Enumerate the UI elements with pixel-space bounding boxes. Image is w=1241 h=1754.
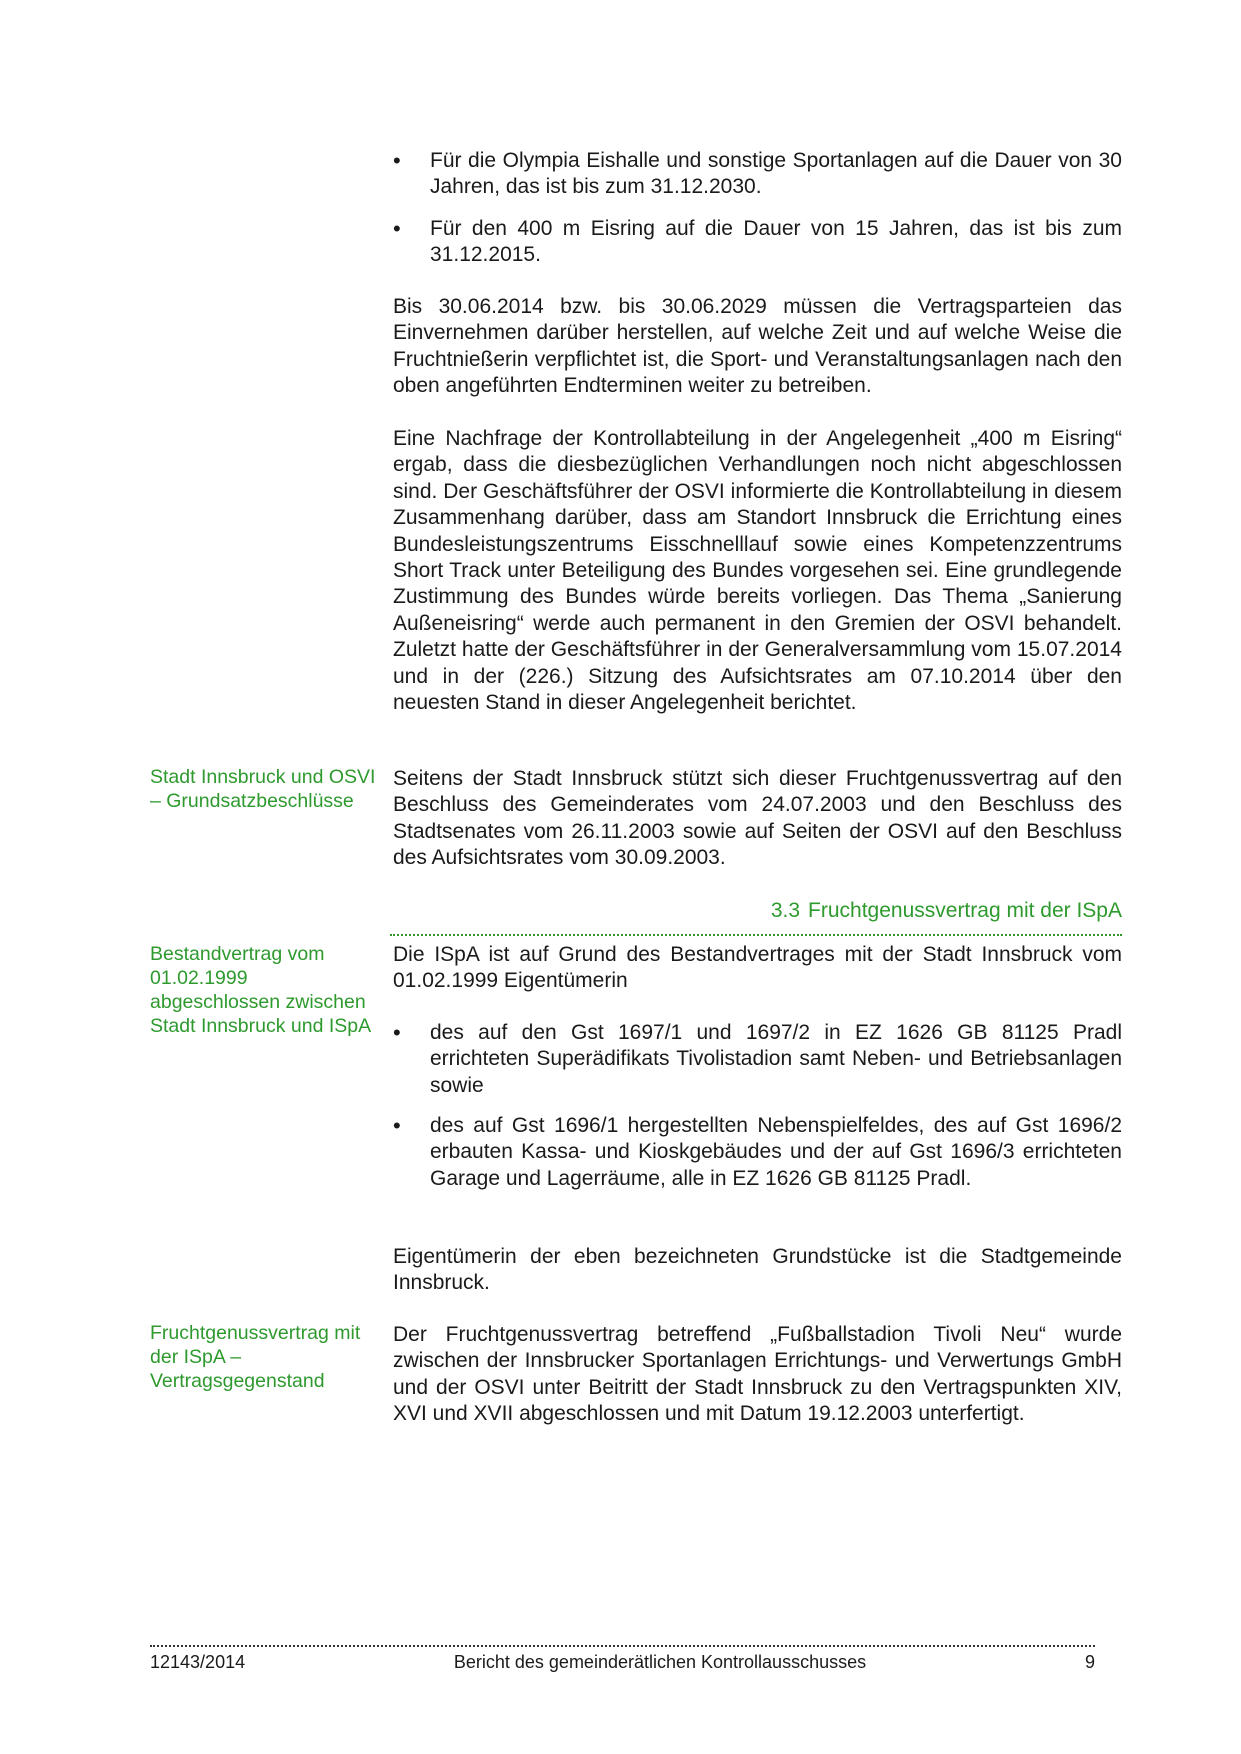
footer-divider [150, 1645, 1095, 1647]
bullet-icon: • [393, 1020, 401, 1045]
footer-page-number: 9 [1084, 1652, 1095, 1672]
paragraph-resolutions: Seitens der Stadt Innsbruck stützt sich dieser Fruchtgenussvertrag auf den Beschluss des Gemeinderates vom 24.07.2003 und den Beschluss des Stadtsenates vom 26.11.2003 sowie auf Seiten der OSVI auf den Beschluss des Aufsichtsrates vom 30.09.2003. [393, 767, 1122, 870]
margin-note-usufruct: Fruchtgenussvertrag mit der ISpA – Vertragsgegenstand [150, 1322, 361, 1392]
bullet-item-superaedifikat [393, 1020, 1122, 1099]
bullet-item-nebenspielfeld [393, 1113, 1122, 1192]
bullet-item-eisring [393, 216, 1122, 269]
section-divider [390, 934, 1122, 936]
bullet-text: Für den 400 m Eisring auf die Dauer von 15 Jahren, das ist bis zum 31.12.2015. [430, 217, 1122, 267]
bullet-text: des auf den Gst 1697/1 und 1697/2 in EZ 1626 GB 81125 Pradl errichteten Superädifikats Tivolistadion samt Neben- und Betriebsanlagen sowie [430, 1021, 1122, 1097]
margin-note-resolutions: Stadt Innsbruck und OSVI – Grundsatzbeschlüsse [150, 766, 376, 812]
bullet-icon: • [393, 216, 401, 241]
footer-title: Bericht des gemeinderätlichen Kontrollausschusses [453, 1652, 867, 1672]
section-title: Fruchtgenussvertrag mit der ISpA [808, 899, 1122, 922]
section-heading [700, 898, 1122, 924]
paragraph-contract: Der Fruchtgenussvertrag betreffend „Fußballstadion Tivoli Neu“ wurde zwischen der Innsbrucker Sportanlagen Errichtungs- und Verwertungs GmbH und der OSVI unter Beitritt der Stadt Innsbruck zu den Vertragspunkten XIV, XVI und XVII abgeschlossen und mit Datum 19.12.2003 unterfertigt. [393, 1323, 1122, 1426]
bullet-icon: • [393, 1113, 401, 1138]
section-number: 3.3 [770, 899, 801, 922]
paragraph-owner: Eigentümerin der eben bezeichneten Grundstücke ist die Stadtgemeinde Innsbruck. [393, 1245, 1122, 1295]
footer-doc-number: 12143/2014 [150, 1652, 246, 1672]
paragraph-deadline: Bis 30.06.2014 bzw. bis 30.06.2029 müssen die Vertragsparteien das Einvernehmen darüber herstellen, auf welche Zeit und auf welche Weise die Fruchtnießerin verpflichtet ist, die Sport- und Veranstaltungsanlagen nach den oben angeführten Endterminen weiter zu betreiben. [393, 295, 1122, 398]
bullet-icon: • [393, 148, 401, 173]
paragraph-ispa: Die ISpA ist auf Grund des Bestandvertrages mit der Stadt Innsbruck vom 01.02.1999 Eigentümerin [393, 943, 1122, 993]
bullet-text: Für die Olympia Eishalle und sonstige Sportanlagen auf die Dauer von 30 Jahren, das ist bis zum 31.12.2030. [430, 149, 1122, 199]
margin-note-lease: Bestandvertrag vom 01.02.1999 abgeschlossen zwischen Stadt Innsbruck und ISpA [150, 943, 372, 1037]
bullet-text: des auf Gst 1696/1 hergestellten Nebenspielfeldes, des auf Gst 1696/2 erbauten Kassa- und Kioskgebäudes und der auf Gst 1696/3 errichteten Garage und Lagerräume, alle in EZ 1626 GB 81125 Pradl. [430, 1114, 1122, 1190]
paragraph-inquiry: Eine Nachfrage der Kontrollabteilung in der Angelegenheit „400 m Eisring“ ergab, dass die diesbezüglichen Verhandlungen noch nicht abgeschlossen sind. Der Geschäftsführer der OSVI informierte die Kontrollabteilung in diesem Zusammenhang darüber, dass am Standort Innsbruck die Errichtung eines Bundesleistungszentrums Eisschnelllauf sowie eines Kompetenzzentrums Short Track unter Beteiligung des Bundes vorgesehen sei. Eine grundlegende Zustimmung des Bundes würde bereits vorliegen. Das Thema „Sanierung Außeneisring“ werde auch permanent in den Gremien der OSVI behandelt. Zuletzt hatte der Geschäftsführer in der Generalversammlung vom 15.07.2014 und in der (226.) Sitzung des Aufsichtsrates am 07.10.2014 über den neuesten Stand in dieser Angelegenheit berichtet. [393, 427, 1122, 715]
bullet-item-olympia [393, 148, 1122, 201]
